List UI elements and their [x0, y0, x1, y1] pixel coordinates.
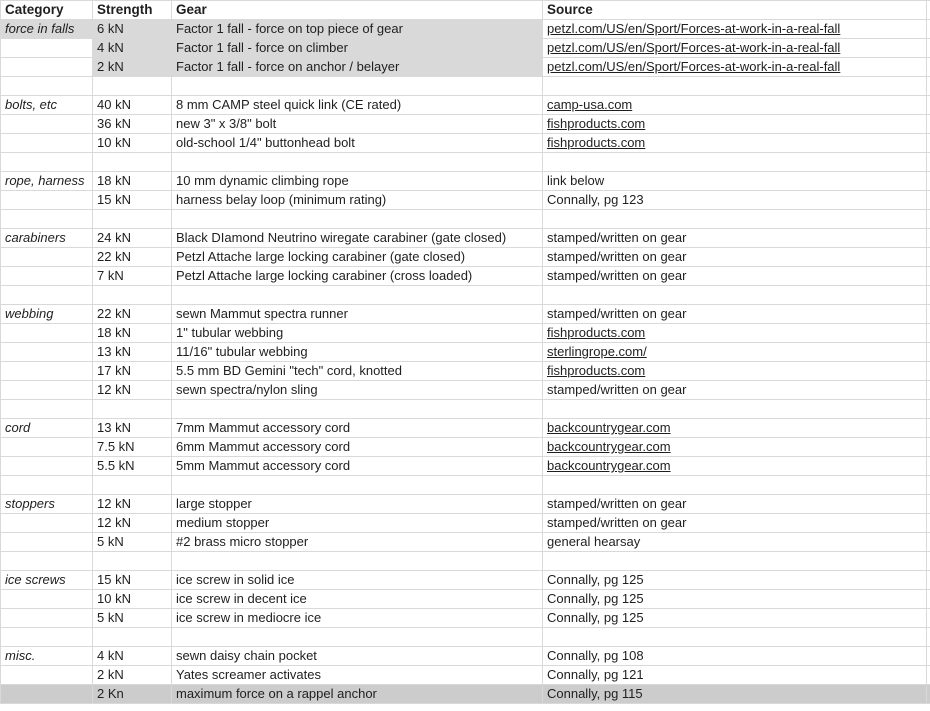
table-row	[1, 419, 930, 438]
row-category-cell[interactable]: misc.	[1, 647, 93, 666]
row-edge-cell	[927, 590, 930, 609]
row-edge-cell	[927, 609, 930, 628]
row-category-cell[interactable]	[1, 210, 93, 229]
row-strength-cell[interactable]: 22 kN	[93, 305, 172, 324]
row-category-cell[interactable]	[1, 153, 93, 172]
row-source-cell[interactable]	[543, 476, 927, 495]
row-category-cell[interactable]	[1, 590, 93, 609]
row-edge-cell	[927, 495, 930, 514]
row-strength-cell[interactable]	[93, 210, 172, 229]
table-row	[1, 172, 930, 191]
row-edge-cell	[927, 267, 930, 286]
row-source-cell[interactable]: petzl.com/US/en/Sport/Forces-at-work-in-a-real-fall	[543, 20, 927, 39]
row-source-cell[interactable]: stamped/written on gear	[543, 381, 927, 400]
table-row	[1, 343, 930, 362]
row-category-cell[interactable]	[1, 115, 93, 134]
row-source-cell[interactable]	[543, 153, 927, 172]
row-source-cell[interactable]	[543, 210, 927, 229]
table-row	[1, 495, 930, 514]
row-strength-cell[interactable]: 4 kN	[93, 39, 172, 58]
row-source-cell[interactable]: Connally, pg 125	[543, 609, 927, 628]
row-strength-cell[interactable]: 13 kN	[93, 343, 172, 362]
row-edge-cell	[927, 533, 930, 552]
row-edge-cell	[927, 39, 930, 58]
row-edge-cell	[927, 571, 930, 590]
row-strength-cell[interactable]: 22 kN	[93, 248, 172, 267]
table-row	[1, 134, 930, 153]
row-category-cell[interactable]	[1, 286, 93, 305]
table-row	[1, 647, 930, 666]
row-gear-cell[interactable]: Factor 1 fall - force on anchor / belayer	[172, 58, 543, 77]
row-edge-cell	[927, 77, 930, 96]
row-gear-cell[interactable]: maximum force on a rappel anchor	[172, 685, 543, 704]
row-strength-cell[interactable]: 24 kN	[93, 229, 172, 248]
row-gear-cell[interactable]: Factor 1 fall - force on top piece of gear	[172, 20, 543, 39]
row-gear-cell[interactable]	[172, 77, 543, 96]
row-gear-cell[interactable]: Petzl Attache large locking carabiner (gate closed)	[172, 248, 543, 267]
header-gear[interactable]: Gear	[172, 1, 543, 20]
row-gear-cell[interactable]: 7mm Mammut accessory cord	[172, 419, 543, 438]
header-category[interactable]: Category	[1, 1, 93, 20]
row-source-cell[interactable]: stamped/written on gear	[543, 514, 927, 533]
row-category-cell[interactable]	[1, 685, 93, 704]
row-category-cell[interactable]	[1, 666, 93, 685]
row-strength-cell[interactable]: 6 kN	[93, 20, 172, 39]
row-gear-cell[interactable]: Yates screamer activates	[172, 666, 543, 685]
table-row	[1, 267, 930, 286]
row-source-cell[interactable]: backcountrygear.com	[543, 419, 927, 438]
row-strength-cell[interactable]	[93, 153, 172, 172]
row-edge-cell	[927, 115, 930, 134]
row-strength-cell[interactable]: 7.5 kN	[93, 438, 172, 457]
row-strength-cell[interactable]	[93, 552, 172, 571]
row-gear-cell[interactable]: sewn spectra/nylon sling	[172, 381, 543, 400]
row-category-cell[interactable]	[1, 438, 93, 457]
table-row	[1, 362, 930, 381]
row-category-cell[interactable]: carabiners	[1, 229, 93, 248]
row-gear-cell[interactable]: large stopper	[172, 495, 543, 514]
table-row	[1, 229, 930, 248]
row-edge-cell	[927, 324, 930, 343]
table-row	[1, 286, 930, 305]
row-edge-cell	[927, 191, 930, 210]
row-strength-cell[interactable]: 5 kN	[93, 533, 172, 552]
row-strength-cell[interactable]: 36 kN	[93, 115, 172, 134]
row-category-cell[interactable]: rope, harness	[1, 172, 93, 191]
row-strength-cell[interactable]	[93, 400, 172, 419]
row-gear-cell[interactable]: Black DIamond Neutrino wiregate carabiner (gate closed)	[172, 229, 543, 248]
row-strength-cell[interactable]: 10 kN	[93, 134, 172, 153]
row-category-cell[interactable]	[1, 343, 93, 362]
row-source-cell[interactable]: Connally, pg 125	[543, 571, 927, 590]
table-row	[1, 77, 930, 96]
table-row	[1, 590, 930, 609]
header-edge-cell	[927, 1, 930, 20]
row-category-cell[interactable]	[1, 609, 93, 628]
row-gear-cell[interactable]: 11/16" tubular webbing	[172, 343, 543, 362]
row-strength-cell[interactable]: 18 kN	[93, 172, 172, 191]
row-edge-cell	[927, 58, 930, 77]
row-strength-cell[interactable]	[93, 286, 172, 305]
row-source-cell[interactable]	[543, 628, 927, 647]
row-gear-cell[interactable]: old-school 1/4" buttonhead bolt	[172, 134, 543, 153]
row-source-cell[interactable]: Connally, pg 123	[543, 191, 927, 210]
table-row	[1, 39, 930, 58]
row-gear-cell[interactable]: 6mm Mammut accessory cord	[172, 438, 543, 457]
row-source-cell[interactable]: backcountrygear.com	[543, 457, 927, 476]
row-gear-cell[interactable]: ice screw in solid ice	[172, 571, 543, 590]
row-category-cell[interactable]: bolts, etc	[1, 96, 93, 115]
row-strength-cell[interactable]	[93, 77, 172, 96]
row-gear-cell[interactable]: 8 mm CAMP steel quick link (CE rated)	[172, 96, 543, 115]
table-row	[1, 381, 930, 400]
row-source-cell[interactable]: fishproducts.com	[543, 134, 927, 153]
row-strength-cell[interactable]: 4 kN	[93, 647, 172, 666]
row-category-cell[interactable]	[1, 628, 93, 647]
table-row	[1, 191, 930, 210]
row-gear-cell[interactable]: 1" tubular webbing	[172, 324, 543, 343]
row-strength-cell[interactable]	[93, 628, 172, 647]
table-body	[1, 20, 930, 704]
row-category-cell[interactable]	[1, 39, 93, 58]
row-edge-cell	[927, 647, 930, 666]
row-category-cell[interactable]	[1, 58, 93, 77]
table-row	[1, 628, 930, 647]
row-edge-cell	[927, 438, 930, 457]
row-category-cell[interactable]: cord	[1, 419, 93, 438]
row-strength-cell[interactable]: 15 kN	[93, 191, 172, 210]
row-gear-cell[interactable]	[172, 153, 543, 172]
row-gear-cell[interactable]: sewn daisy chain pocket	[172, 647, 543, 666]
row-strength-cell[interactable]: 5.5 kN	[93, 457, 172, 476]
row-gear-cell[interactable]	[172, 628, 543, 647]
table-row	[1, 400, 930, 419]
row-source-cell[interactable]	[543, 400, 927, 419]
row-edge-cell	[927, 210, 930, 229]
row-source-cell[interactable]: stamped/written on gear	[543, 229, 927, 248]
row-source-cell[interactable]: petzl.com/US/en/Sport/Forces-at-work-in-a-real-fall	[543, 58, 927, 77]
row-strength-cell[interactable]: 13 kN	[93, 419, 172, 438]
table-row	[1, 514, 930, 533]
row-source-cell[interactable]: Connally, pg 108	[543, 647, 927, 666]
row-source-cell[interactable]: stamped/written on gear	[543, 495, 927, 514]
header-source[interactable]: Source	[543, 1, 927, 20]
row-category-cell[interactable]	[1, 267, 93, 286]
row-source-cell[interactable]	[543, 286, 927, 305]
row-gear-cell[interactable]	[172, 400, 543, 419]
row-category-cell[interactable]	[1, 362, 93, 381]
row-strength-cell[interactable]: 12 kN	[93, 514, 172, 533]
row-category-cell[interactable]: webbing	[1, 305, 93, 324]
row-edge-cell	[927, 153, 930, 172]
row-edge-cell	[927, 305, 930, 324]
row-category-cell[interactable]	[1, 476, 93, 495]
row-source-cell[interactable]: backcountrygear.com	[543, 438, 927, 457]
row-source-cell[interactable]: Connally, pg 125	[543, 590, 927, 609]
table-row	[1, 20, 930, 39]
row-edge-cell	[927, 248, 930, 267]
row-source-cell[interactable]: Connally, pg 115	[543, 685, 927, 704]
row-category-cell[interactable]	[1, 248, 93, 267]
table-row	[1, 685, 930, 704]
row-edge-cell	[927, 552, 930, 571]
row-source-cell[interactable]: stamped/written on gear	[543, 267, 927, 286]
header-strength[interactable]: Strength	[93, 1, 172, 20]
row-source-cell[interactable]: petzl.com/US/en/Sport/Forces-at-work-in-a-real-fall	[543, 39, 927, 58]
row-strength-cell[interactable]: 17 kN	[93, 362, 172, 381]
row-edge-cell	[927, 685, 930, 704]
table-row	[1, 58, 930, 77]
row-source-cell[interactable]: stamped/written on gear	[543, 305, 927, 324]
row-strength-cell[interactable]: 12 kN	[93, 381, 172, 400]
row-edge-cell	[927, 381, 930, 400]
row-category-cell[interactable]: ice screws	[1, 571, 93, 590]
table-row	[1, 552, 930, 571]
row-source-cell[interactable]: camp-usa.com	[543, 96, 927, 115]
row-category-cell[interactable]	[1, 134, 93, 153]
row-source-cell[interactable]: sterlingrope.com/	[543, 343, 927, 362]
row-strength-cell[interactable]: 2 kN	[93, 58, 172, 77]
row-category-cell[interactable]	[1, 457, 93, 476]
row-source-cell[interactable]: link below	[543, 172, 927, 191]
row-strength-cell[interactable]: 5 kN	[93, 609, 172, 628]
row-edge-cell	[927, 514, 930, 533]
row-edge-cell	[927, 20, 930, 39]
row-edge-cell	[927, 400, 930, 419]
row-category-cell[interactable]: force in falls	[1, 20, 93, 39]
table-row	[1, 96, 930, 115]
row-gear-cell[interactable]: ice screw in mediocre ice	[172, 609, 543, 628]
row-edge-cell	[927, 476, 930, 495]
row-source-cell[interactable]: fishproducts.com	[543, 324, 927, 343]
row-gear-cell[interactable]: Petzl Attache large locking carabiner (cross loaded)	[172, 267, 543, 286]
row-source-cell[interactable]	[543, 77, 927, 96]
row-gear-cell[interactable]	[172, 286, 543, 305]
table-row	[1, 438, 930, 457]
table-row	[1, 609, 930, 628]
row-edge-cell	[927, 419, 930, 438]
header-row	[1, 1, 930, 20]
row-edge-cell	[927, 96, 930, 115]
row-source-cell[interactable]: general hearsay	[543, 533, 927, 552]
row-source-cell[interactable]: Connally, pg 121	[543, 666, 927, 685]
row-category-cell[interactable]	[1, 514, 93, 533]
row-category-cell[interactable]: stoppers	[1, 495, 93, 514]
table-row	[1, 476, 930, 495]
row-edge-cell	[927, 628, 930, 647]
row-gear-cell[interactable]	[172, 552, 543, 571]
row-gear-cell[interactable]: medium stopper	[172, 514, 543, 533]
table-row	[1, 457, 930, 476]
row-edge-cell	[927, 457, 930, 476]
row-source-cell[interactable]: fishproducts.com	[543, 115, 927, 134]
row-edge-cell	[927, 286, 930, 305]
table-row	[1, 248, 930, 267]
row-gear-cell[interactable]: ice screw in decent ice	[172, 590, 543, 609]
row-gear-cell[interactable]: Factor 1 fall - force on climber	[172, 39, 543, 58]
table-row	[1, 153, 930, 172]
row-category-cell[interactable]	[1, 552, 93, 571]
table-row	[1, 533, 930, 552]
row-edge-cell	[927, 362, 930, 381]
row-gear-cell[interactable]: 10 mm dynamic climbing rope	[172, 172, 543, 191]
row-edge-cell	[927, 134, 930, 153]
row-edge-cell	[927, 172, 930, 191]
row-category-cell[interactable]	[1, 324, 93, 343]
row-category-cell[interactable]	[1, 533, 93, 552]
table-row	[1, 571, 930, 590]
row-strength-cell[interactable]: 7 kN	[93, 267, 172, 286]
table-row	[1, 210, 930, 229]
row-strength-cell[interactable]: 10 kN	[93, 590, 172, 609]
row-gear-cell[interactable]: 5.5 mm BD Gemini "tech" cord, knotted	[172, 362, 543, 381]
row-strength-cell[interactable]: 2 kN	[93, 666, 172, 685]
row-source-cell[interactable]	[543, 552, 927, 571]
row-strength-cell[interactable]: 12 kN	[93, 495, 172, 514]
row-gear-cell[interactable]: #2 brass micro stopper	[172, 533, 543, 552]
table-row	[1, 305, 930, 324]
row-gear-cell[interactable]: sewn Mammut spectra runner	[172, 305, 543, 324]
table-row	[1, 115, 930, 134]
row-category-cell[interactable]	[1, 191, 93, 210]
row-source-cell[interactable]: stamped/written on gear	[543, 248, 927, 267]
row-category-cell[interactable]	[1, 400, 93, 419]
row-strength-cell[interactable]: 40 kN	[93, 96, 172, 115]
row-edge-cell	[927, 666, 930, 685]
row-category-cell[interactable]	[1, 77, 93, 96]
row-strength-cell[interactable]: 15 kN	[93, 571, 172, 590]
row-edge-cell	[927, 229, 930, 248]
row-gear-cell[interactable]: 5mm Mammut accessory cord	[172, 457, 543, 476]
row-category-cell[interactable]	[1, 381, 93, 400]
row-gear-cell[interactable]: harness belay loop (minimum rating)	[172, 191, 543, 210]
row-strength-cell[interactable]: 2 Kn	[93, 685, 172, 704]
table-row	[1, 324, 930, 343]
row-edge-cell	[927, 343, 930, 362]
row-source-cell[interactable]: fishproducts.com	[543, 362, 927, 381]
row-strength-cell[interactable]: 18 kN	[93, 324, 172, 343]
row-gear-cell[interactable]: new 3" x 3/8" bolt	[172, 115, 543, 134]
table-row	[1, 666, 930, 685]
row-gear-cell[interactable]	[172, 210, 543, 229]
row-strength-cell[interactable]	[93, 476, 172, 495]
row-gear-cell[interactable]	[172, 476, 543, 495]
